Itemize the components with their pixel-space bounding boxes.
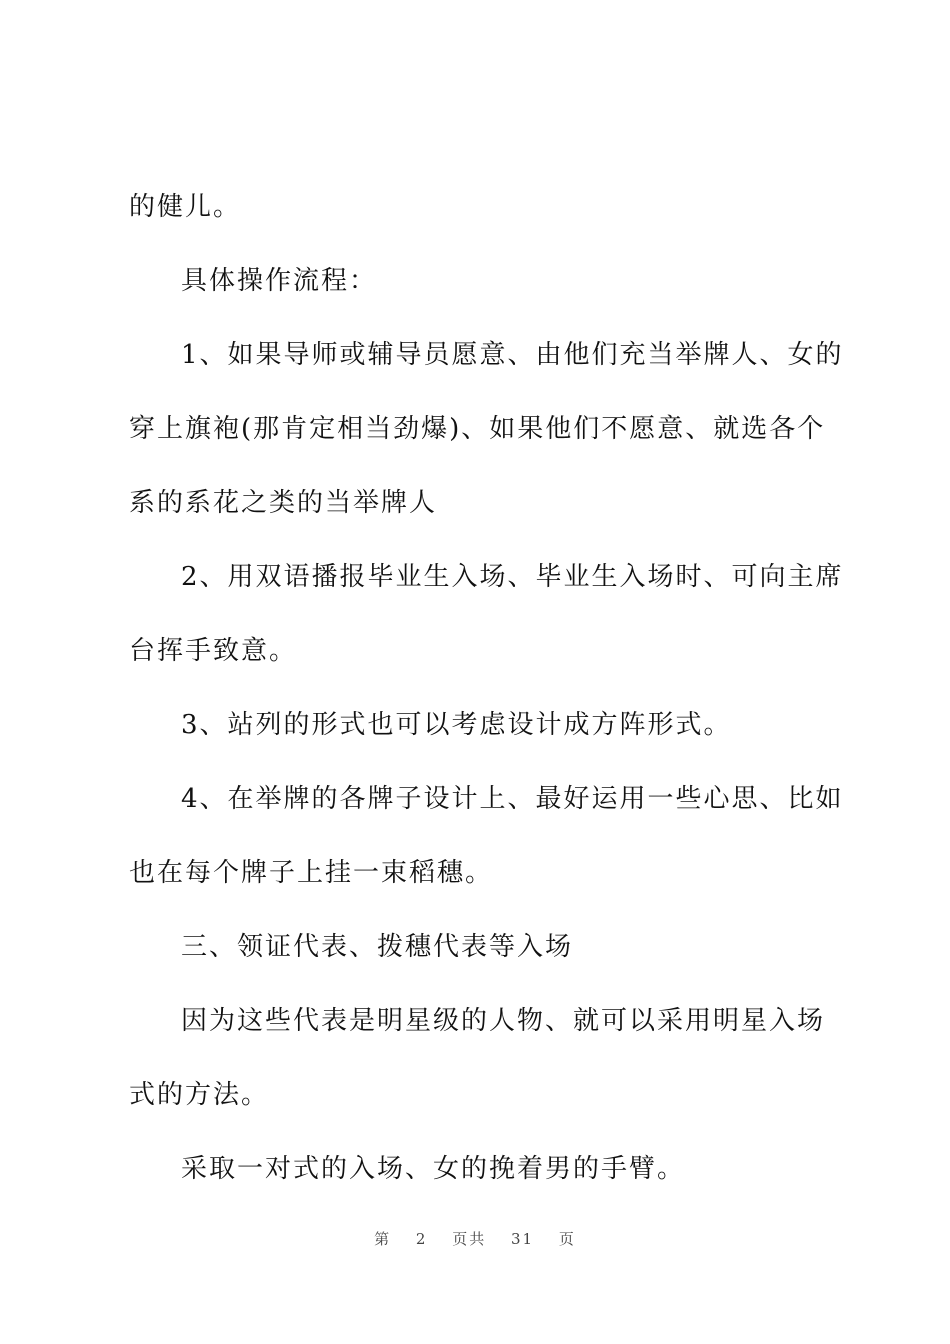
section-heading-3: 三、领证代表、拨穗代表等入场 [181, 932, 574, 962]
page-footer [0, 1228, 950, 1249]
footer-label-page: 第 [374, 1230, 392, 1248]
paragraph-procedure-heading: 具体操作流程： [181, 266, 378, 296]
document-body [129, 170, 849, 1206]
footer-label-of: 页共 [452, 1230, 487, 1248]
paragraph-continuation: 的健儿。 [129, 192, 242, 222]
paragraph-pair-entrance: 采取一对式的入场、女的挽着男的手臂。 [181, 1154, 686, 1184]
footer-current-page: 2 [415, 1230, 428, 1248]
paragraph-star-entrance: 因为这些代表是明星级的人物、就可以采用明星入场式的方法。 [129, 1006, 826, 1110]
paragraph-step-4: 4、在举牌的各牌子设计上、最好运用一些心思、比如也在每个牌子上挂一束稻穗。 [129, 784, 844, 888]
footer-total-pages: 31 [511, 1230, 535, 1248]
paragraph-step-3: 3、站列的形式也可以考虑设计成方阵形式。 [181, 710, 732, 740]
paragraph-step-1: 1、如果导师或辅导员愿意、由他们充当举牌人、女的穿上旗袍(那肯定相当劲爆)、如果他们不愿意、就选各个系的系花之类的当举牌人 [129, 340, 844, 518]
footer-label-end: 页 [558, 1230, 576, 1248]
paragraph-step-2: 2、用双语播报毕业生入场、毕业生入场时、可向主席台挥手致意。 [129, 562, 844, 666]
